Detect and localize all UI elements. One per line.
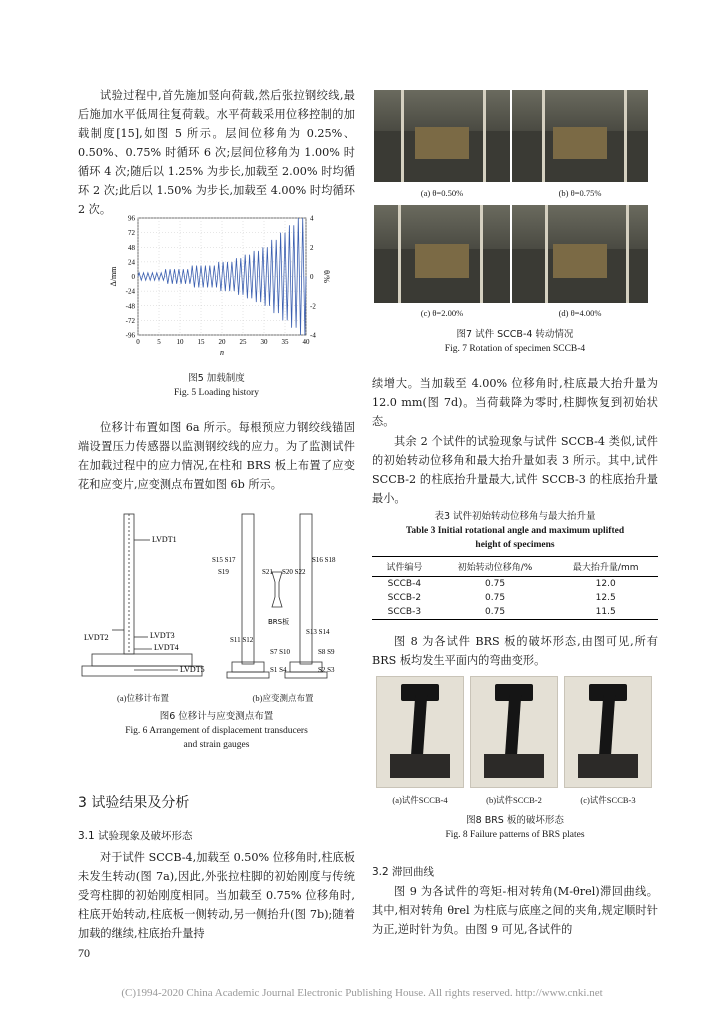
s1-label: S1 S4 [270, 666, 287, 674]
lvdt1-label: LVDT1 [152, 535, 177, 544]
fig8a-photo [376, 676, 464, 788]
y-tick-label: 24 [128, 258, 135, 267]
x-tick-label: 35 [281, 338, 289, 346]
paragraph-brs-failure: 图 8 为各试件 BRS 板的破坏形态,由图可见,所有 BRS 板均发生平面内的弯曲变形。 [372, 635, 658, 667]
s8-label: S8 S9 [318, 648, 335, 656]
fig7b-sublabel: (b) θ=0.75% [558, 188, 602, 198]
fig8c-photo [564, 676, 652, 788]
column-b2 [300, 514, 312, 664]
fig6-caption [78, 710, 355, 752]
table3-caption-zh: 表3 试件初始转动位移角与最大抬升量 [434, 511, 596, 522]
paragraph-loading-procedure: 试验过程中,首先施加竖向荷载,然后张拉钢绞线,最后施加水平低周往复荷载。水平荷载采用位移控制的加载制度[15],如图 5 所示。层间位移角为 0.25%、0.50%、0.75% 时循环 6 次;层间位移角为 1.00% 时循环 4 次;随后以 1.25% 为步长,加载至 2.00% 时均循环 2 次;此后以 1.50% 为步长,加载至 4.00% 时均循环 2 次。 [78, 89, 355, 216]
loading-history-chart [108, 212, 331, 357]
s15-label: S15 S17 [212, 556, 236, 564]
fig8b-sublabel: (b)试件SCCB-2 [486, 795, 542, 805]
y-tick-label: -72 [125, 316, 135, 325]
fig6-caption-en1: Fig. 6 Arrangement of displacement transducers [125, 726, 308, 736]
fig7a-photo [374, 90, 510, 182]
table-row [372, 577, 658, 592]
s20-label: S20 S22 [282, 568, 306, 576]
fig6-drawing [82, 512, 362, 694]
brs-label: BRS板 [268, 618, 290, 626]
y-right-tick-label: 2 [310, 243, 314, 252]
fig7d-photo [512, 205, 648, 303]
fig6-caption-zh: 图6 位移计与应变测点布置 [159, 711, 274, 722]
y-tick-label: -24 [125, 287, 135, 296]
paragraph-sccb4-continued: 续增大。当加载至 4.00% 位移角时,柱底最大抬升量为 12.0 mm(图 7d)。当荷载降为零时,柱脚恢复到初始状态。 [372, 377, 658, 428]
y-axis-label: Δ/mm [109, 266, 118, 287]
copyright-footer: (C)1994-2020 China Academic Journal Electronic Publishing House. All rights reserved. http://www.cnki.net [121, 987, 603, 999]
lvdt5-label: LVDT5 [180, 665, 205, 674]
fig7-caption-en: Fig. 7 Rotation of specimen SCCB-4 [444, 344, 586, 354]
table3-caption-en1: Table 3 Initial rotational angle and maximum uplifted [405, 526, 625, 536]
s21-label: S21 [262, 568, 273, 576]
section-heading-3: 3 试验结果及分析 [78, 795, 190, 811]
paragraph-other-specimens: 其余 2 个试件的试验现象与试件 SCCB-4 类似,试件的初始转动位移角和最大抬升量如表 3 所示。其中,试件 SCCB-2 的柱底抬升量最大,试件 SCCB-3 的柱底抬升量最小。 [372, 435, 658, 505]
table-cell: SCCB-3 [372, 605, 437, 620]
y-tick-label: 0 [131, 273, 135, 281]
table-header-row [372, 557, 658, 577]
fig8-caption [372, 814, 658, 842]
y-tick-label: 96 [128, 214, 135, 223]
y-tick-label: 72 [128, 229, 135, 238]
y-right-tick-label: 0 [310, 273, 314, 281]
x-tick-label: 25 [239, 338, 247, 346]
table-cell: 0.75 [485, 579, 506, 589]
fig8-caption-zh: 图8 BRS 板的破坏形态 [466, 815, 564, 826]
table-cell: 11.5 [553, 605, 658, 620]
s2-label: S2 S3 [318, 666, 335, 674]
y-right-axis-label: θ/% [322, 270, 331, 283]
fig8c-sublabel: (c)试件SCCB-3 [580, 795, 636, 805]
table-cell: SCCB-2 [387, 593, 422, 603]
x-tick-label: 40 [302, 338, 310, 346]
x-tick-label: 5 [157, 338, 161, 346]
fig7b-photo [512, 90, 648, 182]
s19-label: S19 [218, 568, 229, 576]
fig7-caption-zh: 图7 试件 SCCB-4 转动情况 [456, 329, 574, 340]
table-cell: 0.75 [485, 593, 506, 603]
x-tick-label: 20 [218, 338, 226, 346]
s11-label: S11 S12 [230, 636, 254, 644]
x-tick-label: 30 [260, 338, 268, 346]
x-tick-label: 15 [197, 338, 205, 346]
x-tick-label: 10 [176, 338, 184, 346]
table-row [372, 605, 658, 620]
s16-label: S16 S18 [312, 556, 336, 564]
table3-caption [372, 510, 658, 552]
table-cell: 12.0 [595, 579, 616, 589]
fig7c-photo [374, 205, 510, 303]
fig8b-photo [470, 676, 558, 788]
fig7d-sublabel: (d) θ=4.00% [558, 308, 602, 318]
table-cell: 12.5 [595, 593, 616, 603]
y-tick-label: -48 [125, 302, 135, 311]
table-header: 初始转动位移角/% [437, 557, 554, 577]
lvdt4-label: LVDT4 [154, 643, 179, 652]
fig6a-lvdt-layout [82, 514, 202, 676]
paragraph-hysteresis: 图 9 为各试件的弯矩-相对转角(M-θrel)滞回曲线。其中,相对转角 θrel 为柱底与底座之间的夹角,规定顺时针为正,逆时针为负。由图 9 可见,各试件的 [372, 885, 658, 936]
fig5-caption-zh: 图5 加载制度 [188, 373, 245, 384]
paragraph-sccb4-phenomenon: 对于试件 SCCB-4,加载至 0.50% 位移角时,柱底板未发生转动(图 7a),因此,外张拉柱脚的初始刚度与传统受弯柱脚的初始刚度相同。当加载至 0.75% 位移角时,柱底开始转动,柱底板一侧转动,另一侧抬升(图 7b);随着加载的继续,柱底抬升量持 [78, 851, 355, 940]
fig5-caption [78, 372, 355, 400]
fig7c-sublabel: (c) θ=2.00% [420, 308, 464, 318]
fig5-caption-en: Fig. 5 Loading history [174, 388, 259, 398]
y-right-tick-label: 4 [310, 214, 314, 223]
lvdt2-label: LVDT2 [84, 633, 109, 642]
fig6a-sublabel: (a)位移计布置 [117, 693, 169, 703]
table-cell: SCCB-4 [387, 579, 422, 589]
lvdt3-label: LVDT3 [150, 631, 175, 640]
table-header: 试件编号 [372, 557, 437, 577]
subsection-heading-3-2: 3.2 滞回曲线 [372, 866, 435, 878]
fig8a-sublabel: (a)试件SCCB-4 [392, 795, 448, 805]
s13-label: S13 S14 [306, 628, 330, 636]
x-tick-label: 0 [136, 338, 140, 346]
y-right-tick-label: -2 [310, 302, 316, 311]
s7-label: S7 S10 [270, 648, 291, 656]
subsection-heading-3-1: 3.1 试验现象及破坏形态 [78, 830, 193, 842]
fig7a-sublabel: (a) θ=0.50% [420, 188, 464, 198]
paragraph-transducers: 位移计布置如图 6a 所示。每根预应力钢绞线锚固端设置压力传感器以监测钢绞线的应力。为了监测试件在加载过程中的应力情况,在柱和 BRS 板上布置了应变花和应变片,应变测点布置如图 6b 所示。 [78, 421, 355, 491]
x-axis-label: n [220, 348, 224, 357]
y-tick-label: 48 [128, 243, 135, 252]
table-row [372, 591, 658, 605]
base-a [92, 654, 192, 666]
page-number: 70 [78, 946, 90, 960]
table3-caption-en2: height of specimens [475, 540, 555, 550]
fig8-caption-en: Fig. 8 Failure patterns of BRS plates [445, 830, 585, 840]
fig7-caption [372, 328, 658, 356]
y-tick-label: -96 [125, 331, 135, 340]
table-cell: 0.75 [437, 605, 554, 620]
y-right-tick-label: -4 [310, 331, 316, 340]
table-header: 最大抬升量/mm [553, 557, 658, 577]
fig6-caption-en2: and strain gauges [183, 740, 250, 750]
table3 [372, 556, 658, 620]
fig6b-sublabel: (b)应变测点布置 [252, 693, 314, 703]
